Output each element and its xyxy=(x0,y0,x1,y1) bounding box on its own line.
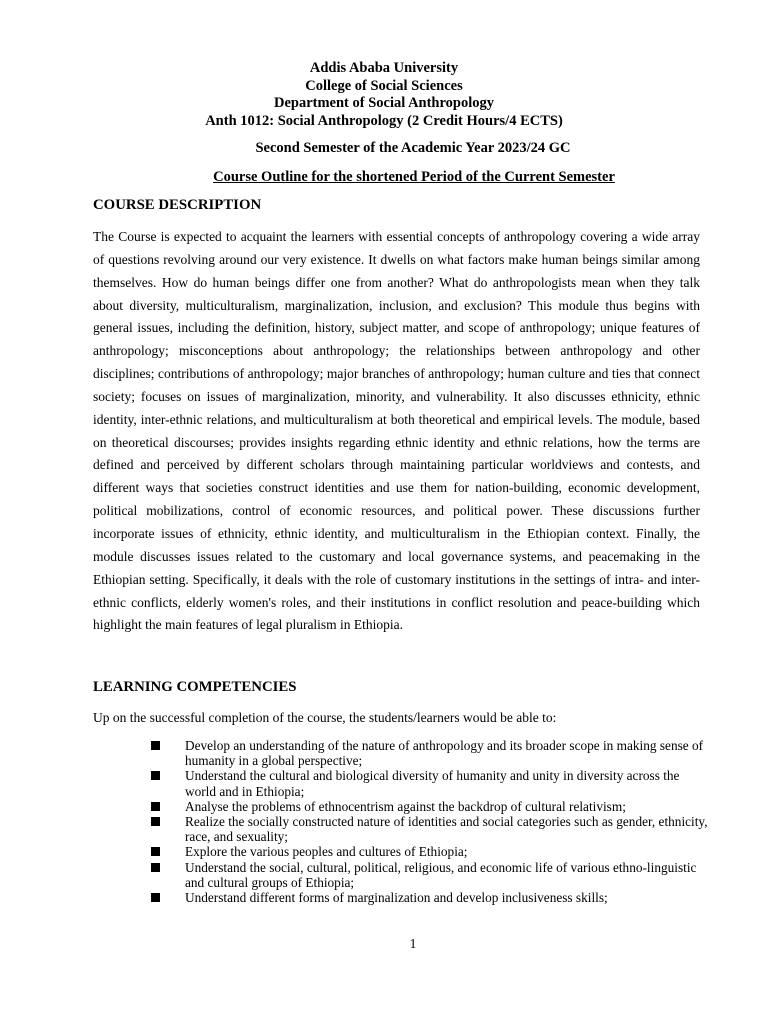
square-bullet-icon xyxy=(151,741,160,750)
square-bullet-icon xyxy=(151,802,160,811)
course-title: Anth 1012: Social Anthropology (2 Credit Hours/4 ECTS) xyxy=(205,112,563,129)
list-item-text: Understand different forms of marginalization and develop inclusiveness skills; xyxy=(185,890,608,906)
list-item-text: Explore the various peoples and cultures of Ethiopia; xyxy=(185,844,468,860)
square-bullet-icon xyxy=(151,847,160,856)
learning-competencies-heading: LEARNING COMPETENCIES xyxy=(93,679,297,695)
course-description-heading: COURSE DESCRIPTION xyxy=(93,197,262,213)
square-bullet-icon xyxy=(151,771,160,780)
list-item xyxy=(150,768,710,798)
course-description-text: The Course is expected to acquaint the learners with essential concepts of anthropology covering a wide array of questions revolving around our very existence. It dwells on what factors make human beings similar among themselves. How do human beings differ one from another? What do anthropologists mean when they talk about diversity, multiculturalism, marginalization, inclusion, and exclusion? This module thus begins with general issues, including the definition, history, subject matter, and scope of anthropology; unique features of anthropology; misconceptions about anthropology; the relationships between anthropology and other disciplines; contributions of anthropology; major branches of anthropology; human culture and ties that connect society; focuses on issues of marginalization, minority, and vulnerability. It also discusses ethnicity, ethnic identity, inter-ethnic relations, and multiculturalism at both theoretical and empirical levels. The module, based on theoretical discourses; provides insights regarding ethnic identity and ethnic relations, how the terms are defined and perceived by different scholars through maintaining particular worldviews and contests, and different ways that societies construct identities and use them for nation-building, economic development, political mobilizations, control of economic resources, and political power. These discussions further incorporate issues of ethnicity, ethnic identity, and multiculturalism in the Ethiopian context. Finally, the module discusses issues related to the customary and local governance systems, and peacemaking in the Ethiopian setting. Specifically, it deals with the role of customary institutions in the settings of intra- and inter-ethnic conflicts, elderly women's roles, and their institutions in conflict resolution and peace-building which highlight the main features of legal pluralism in Ethiopia. xyxy=(93,229,700,633)
list-item-text: Develop an understanding of the nature of anthropology and its broader scope in making sense of humanity in a global perspective; xyxy=(185,738,704,769)
semester-line: Second Semester of the Academic Year 2023/24 GC xyxy=(255,140,571,156)
list-item-text: Understand the cultural and biological diversity of humanity and unity in diversity across the world and in Ethiopia; xyxy=(185,768,680,799)
list-item-text: Understand the social, cultural, political, religious, and economic life of various ethno-linguistic and cultural groups of Ethiopia; xyxy=(185,859,697,890)
competencies-list xyxy=(150,738,710,905)
square-bullet-icon xyxy=(151,863,160,872)
list-item xyxy=(150,738,710,768)
list-item xyxy=(150,799,710,814)
college-name: College of Social Sciences xyxy=(305,77,463,94)
list-item xyxy=(150,890,710,905)
outline-title: Course Outline for the shortened Period of the Current Semester xyxy=(213,169,615,185)
list-item xyxy=(150,844,710,859)
list-item xyxy=(150,814,710,844)
department-name: Department of Social Anthropology xyxy=(273,95,495,111)
list-item xyxy=(150,860,710,890)
university-name: Addis Ababa University xyxy=(309,60,459,76)
square-bullet-icon xyxy=(151,893,160,902)
page-number: 1 xyxy=(409,936,417,951)
list-item-text: Realize the socially constructed nature of identities and social categories such as gender, ethnicity, race, and sexuality; xyxy=(185,814,708,845)
list-item-text: Analyse the problems of ethnocentrism against the backdrop of cultural relativism; xyxy=(185,798,626,814)
document-header xyxy=(0,60,768,130)
square-bullet-icon xyxy=(151,817,160,826)
competencies-intro: Up on the successful completion of the course, the students/learners would be able to: xyxy=(93,710,557,725)
